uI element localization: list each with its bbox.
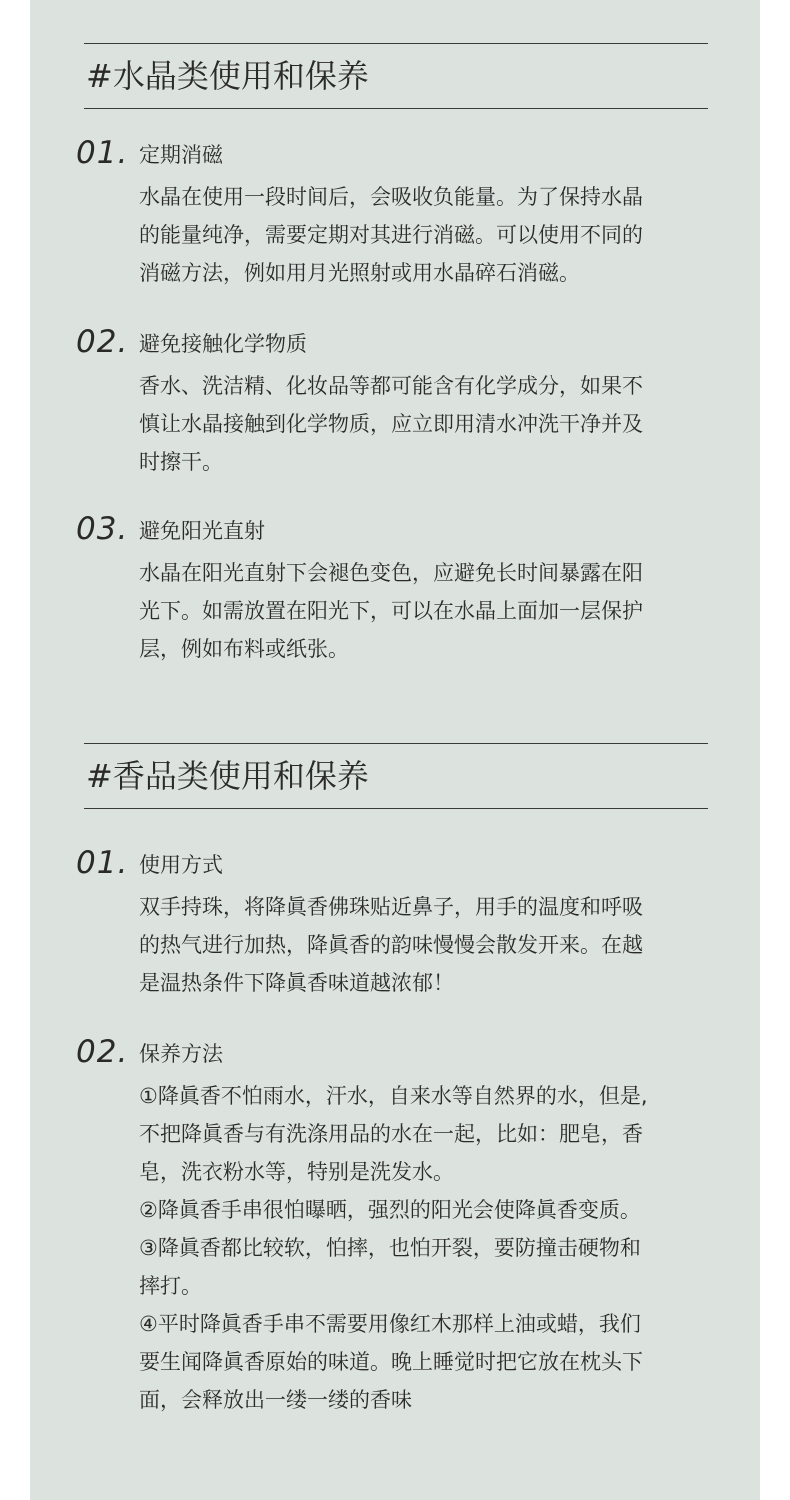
body-line: 不把降眞香与有洗涤用品的水在一起，比如：肥皂，香 [139,1122,643,1146]
section-title: #水晶类使用和保养 [86,57,369,95]
body-line: ①降眞香不怕雨水，汗水，自来水等自然界的水，但是, [139,1084,648,1108]
body-line: 的热气进行加热，降眞香的韵味慢慢会散发开来。在越 [139,933,643,957]
body-line: 水晶在使用一段时间后，会吸收负能量。为了保持水晶 [139,185,643,209]
item-title: 定期消磁 [139,143,223,167]
item-title: 使用方式 [139,853,223,877]
item-title: 避免接触化学物质 [139,332,307,356]
item-body [139,888,714,1002]
item-body [139,1077,714,1419]
section-header-crystal [84,43,708,109]
item-number: 03. [76,511,129,547]
item-body [139,554,714,668]
body-line: 是温热条件下降眞香味道越浓郁！ [139,971,454,995]
item-number: 01. [76,135,129,171]
item-title: 避免阳光直射 [139,519,265,543]
body-line: 消磁方法，例如用月光照射或用水晶碎石消磁。 [139,261,580,285]
body-line: 慎让水晶接触到化学物质，应立即用清水冲洗干净并及 [139,412,643,436]
item-body [139,178,714,292]
body-line: 的能量纯净，需要定期对其进行消磁。可以使用不同的 [139,223,643,247]
body-line: 面，会释放出一缕一缕的香味 [139,1388,412,1412]
body-line: ④平时降眞香手串不需要用像红木那样上油或蜡，我们 [139,1312,641,1336]
body-line: 层，例如布料或纸张。 [139,637,349,661]
item-title: 保养方法 [139,1042,223,1066]
body-line: ②降眞香手串很怕曝晒，强烈的阳光会使降眞香变质。 [139,1198,641,1222]
body-line: 时擦干。 [139,450,223,474]
item-number: 02. [76,1034,129,1070]
body-line: 皂，洗衣粉水等，特别是洗发水。 [139,1160,454,1184]
body-line: 双手持珠，将降眞香佛珠贴近鼻子，用手的温度和呼吸 [139,895,643,919]
item-number: 01. [76,845,129,881]
body-line: 摔打。 [139,1274,202,1298]
section-header-incense [84,743,708,809]
item-number: 02. [76,324,129,360]
item-body [139,367,714,481]
body-line: 香水、洗洁精、化妆品等都可能含有化学成分，如果不 [139,374,643,398]
body-line: ③降眞香都比较软，怕摔，也怕开裂，要防撞击硬物和 [139,1236,641,1260]
body-line: 水晶在阳光直射下会褪色变色，应避免长时间暴露在阳 [139,561,643,585]
body-line: 光下。如需放置在阳光下，可以在水晶上面加一层保护 [139,599,643,623]
body-line: 要生闻降眞香原始的味道。晚上睡觉时把它放在枕头下 [139,1350,643,1374]
section-title: #香品类使用和保养 [86,757,369,795]
